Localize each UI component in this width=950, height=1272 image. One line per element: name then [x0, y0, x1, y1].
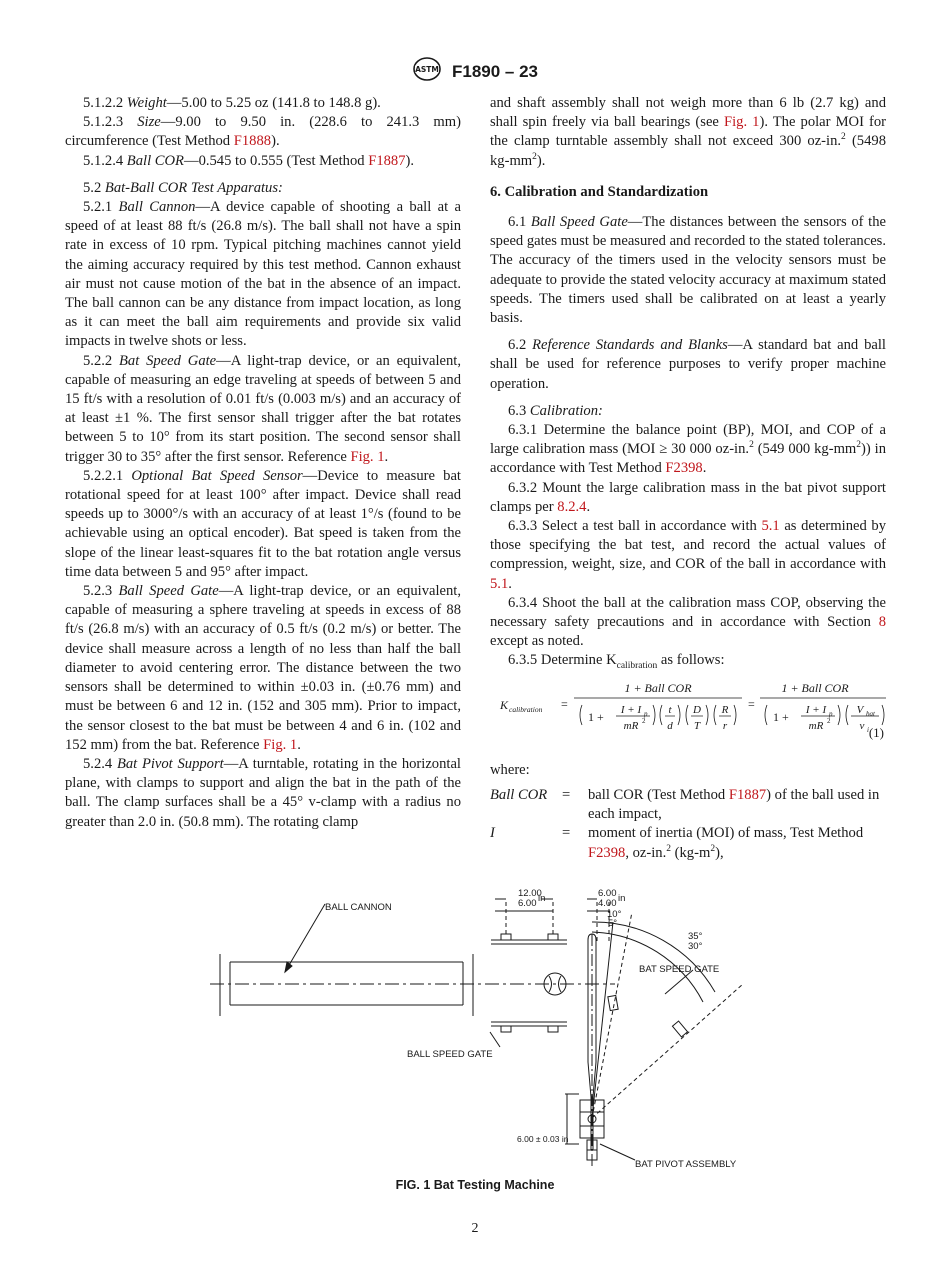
svg-text:2: 2: [827, 716, 831, 725]
svg-text:in: in: [538, 893, 546, 904]
link-5-1[interactable]: 5.1: [490, 575, 509, 592]
right-column: [490, 94, 886, 863]
page-number: 2: [471, 1221, 479, 1236]
svg-text:=: =: [561, 696, 568, 711]
link-f1888[interactable]: F1888: [233, 133, 272, 150]
svg-text:I + I: I + I: [805, 703, 827, 716]
paragraph-continued: and shaft assembly shall not weigh more than 6 lb (2.7 kg) and shall spin freely via ball bearings (see Fig. 1). The polar MOI for the clamp turntable assembly shall not exceed 300 oz-in.$^2$ (5498 $kg-mm^2$).: [490, 95, 887, 169]
svg-text:6.00: 6.00: [518, 898, 537, 909]
svg-text:v: v: [859, 719, 865, 732]
svg-text:V: V: [856, 703, 864, 716]
paragraph-6-3-2: 6.3.2 Mount the large calibration mass in the bat pivot support clamps per 8.2.4.: [490, 479, 886, 515]
definition-row: Ball COR = ball COR (Test Method F1887) of the ball used in each impact,: [490, 786, 880, 823]
page-header: [0, 56, 950, 87]
paragraph-5-2-2: 5.2.2 Bat Speed Gate—A light-trap device, or an equivalent, capable of measuring an edge traveling at speeds of between 5 and 15 ft/s with a resolution of 0.01 ft/s (0.003 m/s) and an accuracy of at least ±1 %. The first sensor shall trigger after the bat rotates between 5 to 10° from its start position. The second sensor shall trigger 30 to 35° after the first sensor. Reference Fig. 1.: [65, 352, 462, 465]
link-f2398[interactable]: F2398: [665, 460, 703, 477]
link-fig-1[interactable]: Fig. 1: [263, 736, 298, 753]
link-f2398[interactable]: F2398: [588, 844, 626, 861]
svg-text:30°: 30°: [688, 941, 703, 952]
svg-text:ASTM: ASTM: [415, 65, 439, 74]
link-f1887[interactable]: F1887: [368, 152, 406, 169]
link-fig-1[interactable]: Fig. 1: [350, 448, 385, 465]
svg-text:BAT PIVOT ASSEMBLY: BAT PIVOT ASSEMBLY: [635, 1159, 737, 1170]
svg-text:6.00 ± 0.03 in: 6.00 ± 0.03 in: [517, 1134, 569, 1144]
standard-designation: F1890 – 23: [451, 61, 538, 81]
paragraph-6-3-4: 6.3.4 Shoot the ball at the calibration mass COP, observing the necessary safety precautions and in accordance with Section 8 except as noted.: [490, 594, 886, 650]
svg-text:p: p: [829, 709, 833, 718]
paragraph-5-2-3: 5.2.3 Ball Speed Gate—A light-trap device, or an equivalent, capable of measuring a sphere traveling at speeds in excess of 88 ft/s (26.8 m/s) with an accuracy of 0.5 ft/s (0.2 m/s) or better. The device shall measure across a length of no less than half the ball diameter to avoid centering error. The distance between the two sensors shall be determined to within ±0.03 in. (±0.76 mm) and must be between 6 and 12 in. (152 and 305 mm). Prior to impact, the sensor closest to the bat must be between 4 and 6 in. (102 and 152 mm) from the bat. Reference Fig. 1.: [65, 583, 461, 753]
svg-text:BAT SPEED GATE: BAT SPEED GATE: [639, 964, 720, 975]
paragraph-6-3-1: 6.3.1 Determine the balance point (BP), MOI, and COP of a large calibration mass (MOI ≥ 30 000 oz-in.$^2$ (549 000 $kg-mm^2$)) in accordance with Test Method F2398.: [490, 422, 886, 477]
svg-text:1 + Ball COR: 1 + Ball COR: [624, 680, 692, 695]
figure-caption: FIG. 1 Bat Testing Machine: [395, 1178, 555, 1192]
figure-bat-testing-machine: [195, 882, 755, 1182]
paragraph-6-2: 6.2 Reference Standards and Blanks—A standard bat and ball shall be used for reference purposes to verify proper machine operation.: [490, 337, 886, 392]
bat-testing-machine-diagram: [195, 882, 755, 1177]
astm-logo-icon: [412, 56, 442, 87]
link-f1887[interactable]: F1887: [728, 786, 767, 803]
svg-text:I + I: I + I: [620, 703, 642, 716]
link-5-1[interactable]: 5.1: [761, 518, 780, 535]
svg-text:1 +: 1 +: [773, 709, 789, 724]
paragraph-5-1-2-3: 5.1.2.3 Size—9.00 to 9.50 in. (228.6 to 241.3 mm) circumference (Test Method F1888).: [65, 114, 461, 150]
paragraph-6-3-3: 6.3.3 Select a test ball in accordance with 5.1 as determined by those specifying the bat test, and record the actual values of compression, weight, size, and COR of the ball in accordance with 5.1.: [490, 518, 886, 592]
svg-text:t: t: [668, 703, 672, 716]
svg-text:4.00: 4.00: [598, 898, 617, 909]
paragraph-5-1-2-4: 5.1.2.4 Ball COR—0.545 to 0.555 (Test Method F1887).: [83, 152, 415, 169]
svg-text:1 + Ball COR: 1 + Ball COR: [781, 680, 849, 695]
link-fig-1[interactable]: Fig. 1: [723, 114, 760, 131]
svg-text:BALL SPEED GATE: BALL SPEED GATE: [407, 1049, 493, 1060]
svg-text:r: r: [722, 719, 728, 732]
svg-text:calibration: calibration: [509, 704, 543, 714]
svg-text:35°: 35°: [688, 931, 703, 942]
bat-speed-sensor-1: [608, 995, 618, 1010]
link-section-8[interactable]: 8: [878, 614, 886, 631]
svg-text:mR: mR: [808, 719, 824, 732]
svg-text:bat: bat: [866, 709, 875, 718]
svg-text:6.00: 6.00: [598, 888, 617, 899]
svg-text:T: T: [693, 719, 701, 732]
paragraph-5-2-4: 5.2.4 Bat Pivot Support—A turntable, rotating in the horizontal plane, with clamps to support and align the bat in the path of the ball. The clamp surfaces shall be a 45° v-clamp with a radius no greater than 2.0 in. (50.8 mm). The rotating clamp: [65, 755, 461, 830]
svg-text:p: p: [644, 709, 648, 718]
svg-text:10°: 10°: [607, 909, 622, 920]
svg-text:12.00: 12.00: [518, 888, 542, 899]
left-column: [65, 94, 461, 832]
paragraph-6-3: 6.3 Calibration:: [508, 402, 603, 419]
ball-speed-gate-upper: [491, 934, 567, 944]
svg-text:mR: mR: [623, 719, 639, 732]
svg-text:i: i: [867, 725, 869, 734]
svg-text:BALL CANNON: BALL CANNON: [325, 902, 392, 913]
svg-text:=: =: [748, 696, 755, 711]
svg-text:5°: 5°: [608, 918, 618, 929]
definition-row: I = moment of inertia (MOI) of mass, Test Method F2398, oz-in.$^2$ $(kg-m^2)$,: [490, 825, 864, 861]
section-heading-6: 6. Calibration and Standardization: [490, 183, 709, 200]
equation-number: (1): [868, 724, 884, 740]
paragraph-5-2-2-1: 5.2.2.1 Optional Bat Speed Sensor—Device to measure bat rotational speed for at least 100° after impact. Device shall read speeds up to 3000°/s with an accuracy of at least 1°/s (found to be achievable using an optical encoder). Bat speed is taken from the slope of the linear least-squares fit to the bat rotation angle versus time data between 5 and 95° after impact.: [65, 467, 461, 580]
svg-text:D: D: [693, 703, 701, 716]
ball-speed-gate-lower: [491, 1022, 567, 1032]
paragraph-6-3-5: 6.3.5 Determine $K_{calibration}$ as follows:: [508, 652, 725, 672]
leader-arrow-icon: [285, 962, 292, 972]
svg-text:1 +: 1 +: [588, 709, 604, 724]
svg-text:K: K: [500, 697, 509, 712]
paragraph-6-1: 6.1 Ball Speed Gate—The distances between the sensors of the speed gates must be measured and recorded to the stated tolerances. The accuracy of the timers used in the velocity sensors must be adequate to provide the stated velocity accuracy at maximum stated speeds. The timers used shall be calibrated on at least a yearly basis.: [490, 214, 886, 327]
link-8-2-4[interactable]: 8.2.4: [557, 498, 587, 515]
equation-1: [490, 677, 886, 741]
paragraph-5-2: 5.2 Bat-Ball COR Test Apparatus:: [83, 179, 283, 196]
paragraph-5-1-2-2: 5.1.2.2 Weight—5.00 to 5.25 oz (141.8 to 148.8 g).: [83, 95, 381, 111]
svg-text:2: 2: [642, 716, 646, 725]
svg-text:R: R: [721, 703, 729, 716]
svg-text:in: in: [618, 893, 626, 904]
bat-speed-sensor-2: [672, 1021, 687, 1037]
svg-text:d: d: [667, 719, 673, 732]
paragraph-5-2-1: 5.2.1 Ball Cannon—A device capable of shooting a ball at a speed of at least 88 ft/s (26.8 m/s). The ball shall not have a spin rate in excess of 10 rpm. Typical pitching machines cannot yield the aiming accuracy required by this test method. Cannon exhaust air must not cause motion of the bat in the absence of an impact. The ball cannon can be any distance from impact location, as long as it can meet the ball aim requirements and provide six valid impacts in twelve shots or less.: [65, 199, 461, 350]
where-label: where:: [490, 761, 530, 778]
